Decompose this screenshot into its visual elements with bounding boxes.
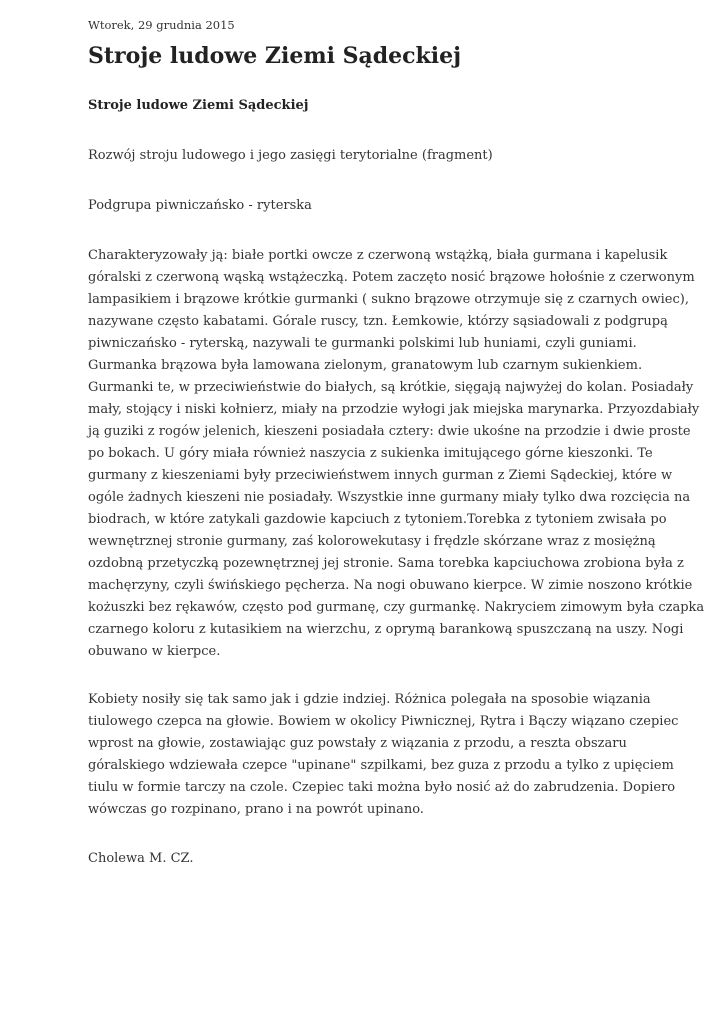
post-title: Stroje ludowe Ziemi Sądeckiej (88, 43, 462, 69)
text-line: czarnego koloru z kutasikiem na wierzchu, z oprymą barankową spuszczaną na uszy. Nogi (88, 622, 684, 637)
text-line: po bokach. U góry miała również naszycia z sukienka imitującego górne kieszonki. Te (88, 446, 653, 461)
text-line: nazywane często kabatami. Górale ruscy, tzn. Łemkowie, którzy sąsiadowali z podgrupą (88, 314, 668, 329)
text-line: gurmany z kieszeniami były przeciwieństwem innych gurman z Ziemi Sądeckiej, które w (88, 468, 673, 483)
post-subtitle: Stroje ludowe Ziemi Sądeckiej (88, 98, 309, 113)
text-line: piwniczańsko - ryterską, nazywali te gurmanki polskimi lub huniami, czyli guniami. (88, 336, 637, 351)
post-date: Wtorek, 29 grudnia 2015 (88, 18, 235, 32)
text-line: wprost na głowie, zostawiając guz powstały z wiązania z przodu, a reszta obszaru (88, 736, 627, 751)
text-line: tiulu w formie tarczy na czole. Czepiec taki można było nosić aż do zabrudzenia. Dopiero (88, 780, 676, 795)
women-costume-paragraph (88, 689, 679, 821)
text-line: Gurmanka brązowa była lamowana zielonym, granatowym lub czarnym sukienkiem. (88, 358, 643, 373)
text-line: ją guziki z rogów jelenich, kieszeni posiadała cztery: dwie ukośne na przodzie i dwie proste (88, 424, 691, 439)
text-line: mały, stojący i niski kołnierz, miały na przodzie wyłogi jak miejska marynarka. Przyozdabiały (88, 402, 700, 417)
author-signature (88, 848, 638, 870)
text-line: Gurmanki te, w przeciwieństwie do białych, są krótkie, sięgają najwyżej do kolan. Posiadały (88, 380, 694, 395)
text-line: kożuszki bez rękawów, często pod gurmanę, czy gurmankę. Nakryciem zimowym była czapka (88, 600, 705, 615)
author-name: Cholewa M. CZ. (88, 851, 194, 866)
text-line: tiulowego czepca na głowie. Bowiem w okolicy Piwnicznej, Rytra i Bączy wiązano czepiec (88, 714, 679, 729)
intro-paragraph (88, 145, 638, 167)
text-line: góralskiego wdziewała czepce "upinane" szpilkami, bez guza z przodu a tylko z upięciem (88, 758, 674, 773)
text-line: obuwano w kierpce. (88, 644, 221, 659)
text-line: ogóle żadnych kieszeni nie posiadały. Wszystkie inne gurmany miały tylko dwa rozcięcia na (88, 490, 691, 505)
text-line: Podgrupa piwniczańsko - ryterska (88, 198, 312, 213)
subgroup-paragraph (88, 195, 638, 217)
text-line: wówczas go rozpinano, prano i na powrót upinano. (88, 802, 424, 817)
text-line: ozdobną przetyczką pozewnętrznej jej stronie. Sama torebka kapciuchowa zrobiona była z (88, 556, 684, 571)
text-line: machęrzyny, czyli świńskiego pęcherza. Na nogi obuwano kierpce. W zimie noszono krótkie (88, 578, 693, 593)
text-line: Rozwój stroju ludowego i jego zasięgi terytorialne (fragment) (88, 148, 493, 163)
text-line: góralski z czerwoną wąską wstążeczką. Potem zaczęto nosić brązowe hołośnie z czerwonym (88, 270, 695, 285)
text-line: Kobiety nosiły się tak samo jak i gdzie indziej. Różnica polegała na sposobie wiązania (88, 692, 651, 707)
text-line: wewnętrznej stronie gurmany, zaś kolorowekutasy i frędzle skórzane wraz z mosiężną (88, 534, 656, 549)
text-line: Charakteryzowały ją: białe portki owcze z czerwoną wstążką, biała gurmana i kapelusik (88, 248, 668, 263)
text-line: biodrach, w które zatykali gazdowie kapciuch z tytoniem.Torebka z tytoniem zwisała po (88, 512, 667, 527)
text-line: lampasikiem i brązowe krótkie gurmanki ( sukno brązowe otrzymuje się z czarnych owiec), (88, 292, 689, 307)
men-costume-paragraph (88, 245, 705, 663)
